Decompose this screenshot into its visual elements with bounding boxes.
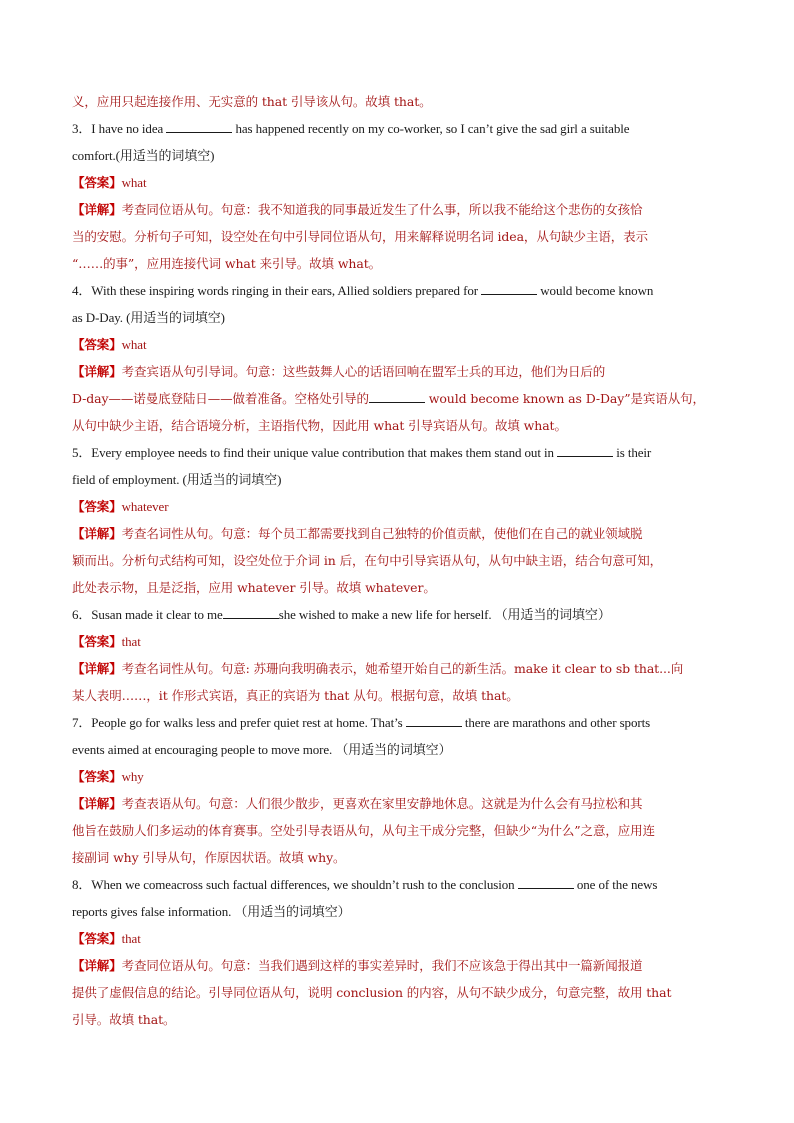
text-segment: 提供了虚假信息的结论。引导同位语从句，说明 conclusion 的内容，从句不缺少成分，句意完整，故用 that	[72, 985, 672, 1000]
document-page	[72, 88, 722, 1033]
text-line	[72, 169, 722, 196]
text-line	[72, 88, 722, 115]
text-line	[72, 763, 722, 790]
text-segment: there are marathons and other sports	[461, 715, 651, 730]
text-line	[72, 277, 722, 304]
section-tag: 【答案】	[72, 337, 122, 352]
text-segment: she wished to make a new life for herself. （用适当的词填空）	[278, 607, 611, 622]
text-segment: comfort.(用适当的词填空)	[72, 148, 215, 163]
text-line	[72, 385, 722, 412]
text-segment: 6．Susan made it clear to me	[72, 607, 223, 622]
section-tag: 【详解】	[72, 661, 122, 676]
text-line	[72, 412, 722, 439]
text-line	[72, 601, 722, 628]
text-segment: is their	[613, 445, 652, 460]
text-line	[72, 250, 722, 277]
text-line	[72, 790, 722, 817]
section-tag: 【答案】	[72, 634, 122, 649]
text-line	[72, 466, 722, 493]
text-segment: 7．People go for walks less and prefer quiet rest at home. That’s	[72, 715, 406, 730]
text-line	[72, 223, 722, 250]
text-segment: that	[121, 931, 141, 946]
text-line	[72, 574, 722, 601]
text-segment: 考查名词性从句。句意：每个员工都需要找到自己独特的价值贡献，使他们在自己的就业领域脱	[121, 526, 643, 541]
text-segment: 颖而出。分析句式结构可知，设空处位于介词 in 后，在句中引导宾语从句，从句中缺主语，结合句意可知，	[72, 553, 662, 568]
text-segment: reports gives false information. （用适当的词填空）	[72, 904, 351, 919]
text-segment: has happened recently on my co-worker, so I can’t give the sad girl a suitable	[232, 121, 630, 136]
text-line	[72, 655, 722, 682]
text-segment: events aimed at encouraging people to move more. （用适当的词填空）	[72, 742, 452, 757]
text-line	[72, 898, 722, 925]
answer-blank	[166, 118, 232, 133]
text-segment: 他旨在鼓励人们多运动的体育赛事。空处引导表语从句，从句主干成分完整，但缺少“为什么”之意，应用连	[72, 823, 655, 838]
text-line	[72, 358, 722, 385]
text-segment: one of the news	[573, 877, 658, 892]
section-tag: 【详解】	[72, 364, 122, 379]
text-segment: 考查名词性从句。句意: 苏珊向我明确表示，她希望开始自己的新生活。make it clear to sb that...向	[121, 661, 684, 676]
text-line	[72, 844, 722, 871]
text-line	[72, 871, 722, 898]
section-tag: 【详解】	[72, 796, 122, 811]
text-segment: would become known as D-Day”是宾语从句，	[424, 391, 705, 406]
text-segment: 8．When we comeacross such factual differences, we shouldn’t rush to the conclusion	[72, 877, 518, 892]
text-segment: what	[121, 337, 147, 352]
text-line	[72, 628, 722, 655]
text-line	[72, 925, 722, 952]
text-segment: 义，应用只起连接作用、无实意的 that 引导该从句。故填 that。	[72, 94, 432, 109]
text-line	[72, 439, 722, 466]
answer-blank	[557, 442, 613, 457]
text-line	[72, 520, 722, 547]
text-line	[72, 142, 722, 169]
text-line	[72, 115, 722, 142]
text-segment: 从句中缺少主语，结合语境分析，主语指代物，因此用 what 引导宾语从句。故填 what。	[72, 418, 567, 433]
text-line	[72, 709, 722, 736]
text-segment: why	[121, 769, 144, 784]
text-segment: 3．I have no idea	[72, 121, 167, 136]
answer-blank	[481, 280, 537, 295]
section-tag: 【答案】	[72, 931, 122, 946]
answer-blank	[406, 712, 462, 727]
text-segment: 引导。故填 that。	[72, 1012, 176, 1027]
text-segment: whatever	[121, 499, 169, 514]
section-tag: 【详解】	[72, 202, 122, 217]
text-line	[72, 817, 722, 844]
section-tag: 【答案】	[72, 175, 122, 190]
text-line	[72, 736, 722, 763]
text-segment: 此处表示物，且是泛指，应用 whatever 引导。故填 whatever。	[72, 580, 436, 595]
text-line	[72, 547, 722, 574]
answer-blank	[223, 604, 279, 619]
answer-blank	[369, 388, 425, 403]
text-line	[72, 682, 722, 709]
text-line	[72, 952, 722, 979]
answer-blank	[518, 874, 574, 889]
text-segment: 5．Every employee needs to find their unique value contribution that makes them stand out in	[72, 445, 558, 460]
text-segment: 考查表语从句。句意：人们很少散步，更喜欢在家里安静地休息。这就是为什么会有马拉松和其	[121, 796, 643, 811]
text-line	[72, 331, 722, 358]
text-segment: 4．With these inspiring words ringing in their ears, Allied soldiers prepared for	[72, 283, 482, 298]
section-tag: 【答案】	[72, 769, 122, 784]
section-tag: 【详解】	[72, 958, 122, 973]
text-line	[72, 1006, 722, 1033]
text-segment: “……的事”，应用连接代词 what 来引导。故填 what。	[72, 256, 382, 271]
section-tag: 【答案】	[72, 499, 122, 514]
text-line	[72, 196, 722, 223]
text-line	[72, 304, 722, 331]
text-segment: what	[121, 175, 147, 190]
text-segment: 当的安慰。分析句子可知，设空处在句中引导同位语从句，用来解释说明名词 idea，从句缺少主语，表示	[72, 229, 648, 244]
section-tag: 【详解】	[72, 526, 122, 541]
text-line	[72, 493, 722, 520]
text-segment: as D-Day. (用适当的词填空)	[72, 310, 225, 325]
text-line	[72, 979, 722, 1006]
text-segment: D-day——诺曼底登陆日——做着准备。空格处引导的	[72, 391, 369, 406]
text-segment: 考查宾语从句引导词。句意：这些鼓舞人心的话语回响在盟军士兵的耳边，他们为日后的	[121, 364, 606, 379]
text-segment: 考查同位语从句。句意：当我们遇到这样的事实差异时，我们不应该急于得出其中一篇新闻报道	[121, 958, 643, 973]
text-segment: 考查同位语从句。句意：我不知道我的同事最近发生了什么事，所以我不能给这个悲伤的女孩恰	[121, 202, 643, 217]
text-segment: 某人表明……，it 作形式宾语，真正的宾语为 that 从句。根据句意，故填 that。	[72, 688, 519, 703]
text-segment: that	[121, 634, 141, 649]
text-segment: 接副词 why 引导从句，作原因状语。故填 why。	[72, 850, 346, 865]
text-segment: would become known	[537, 283, 654, 298]
text-segment: field of employment. (用适当的词填空)	[72, 472, 282, 487]
